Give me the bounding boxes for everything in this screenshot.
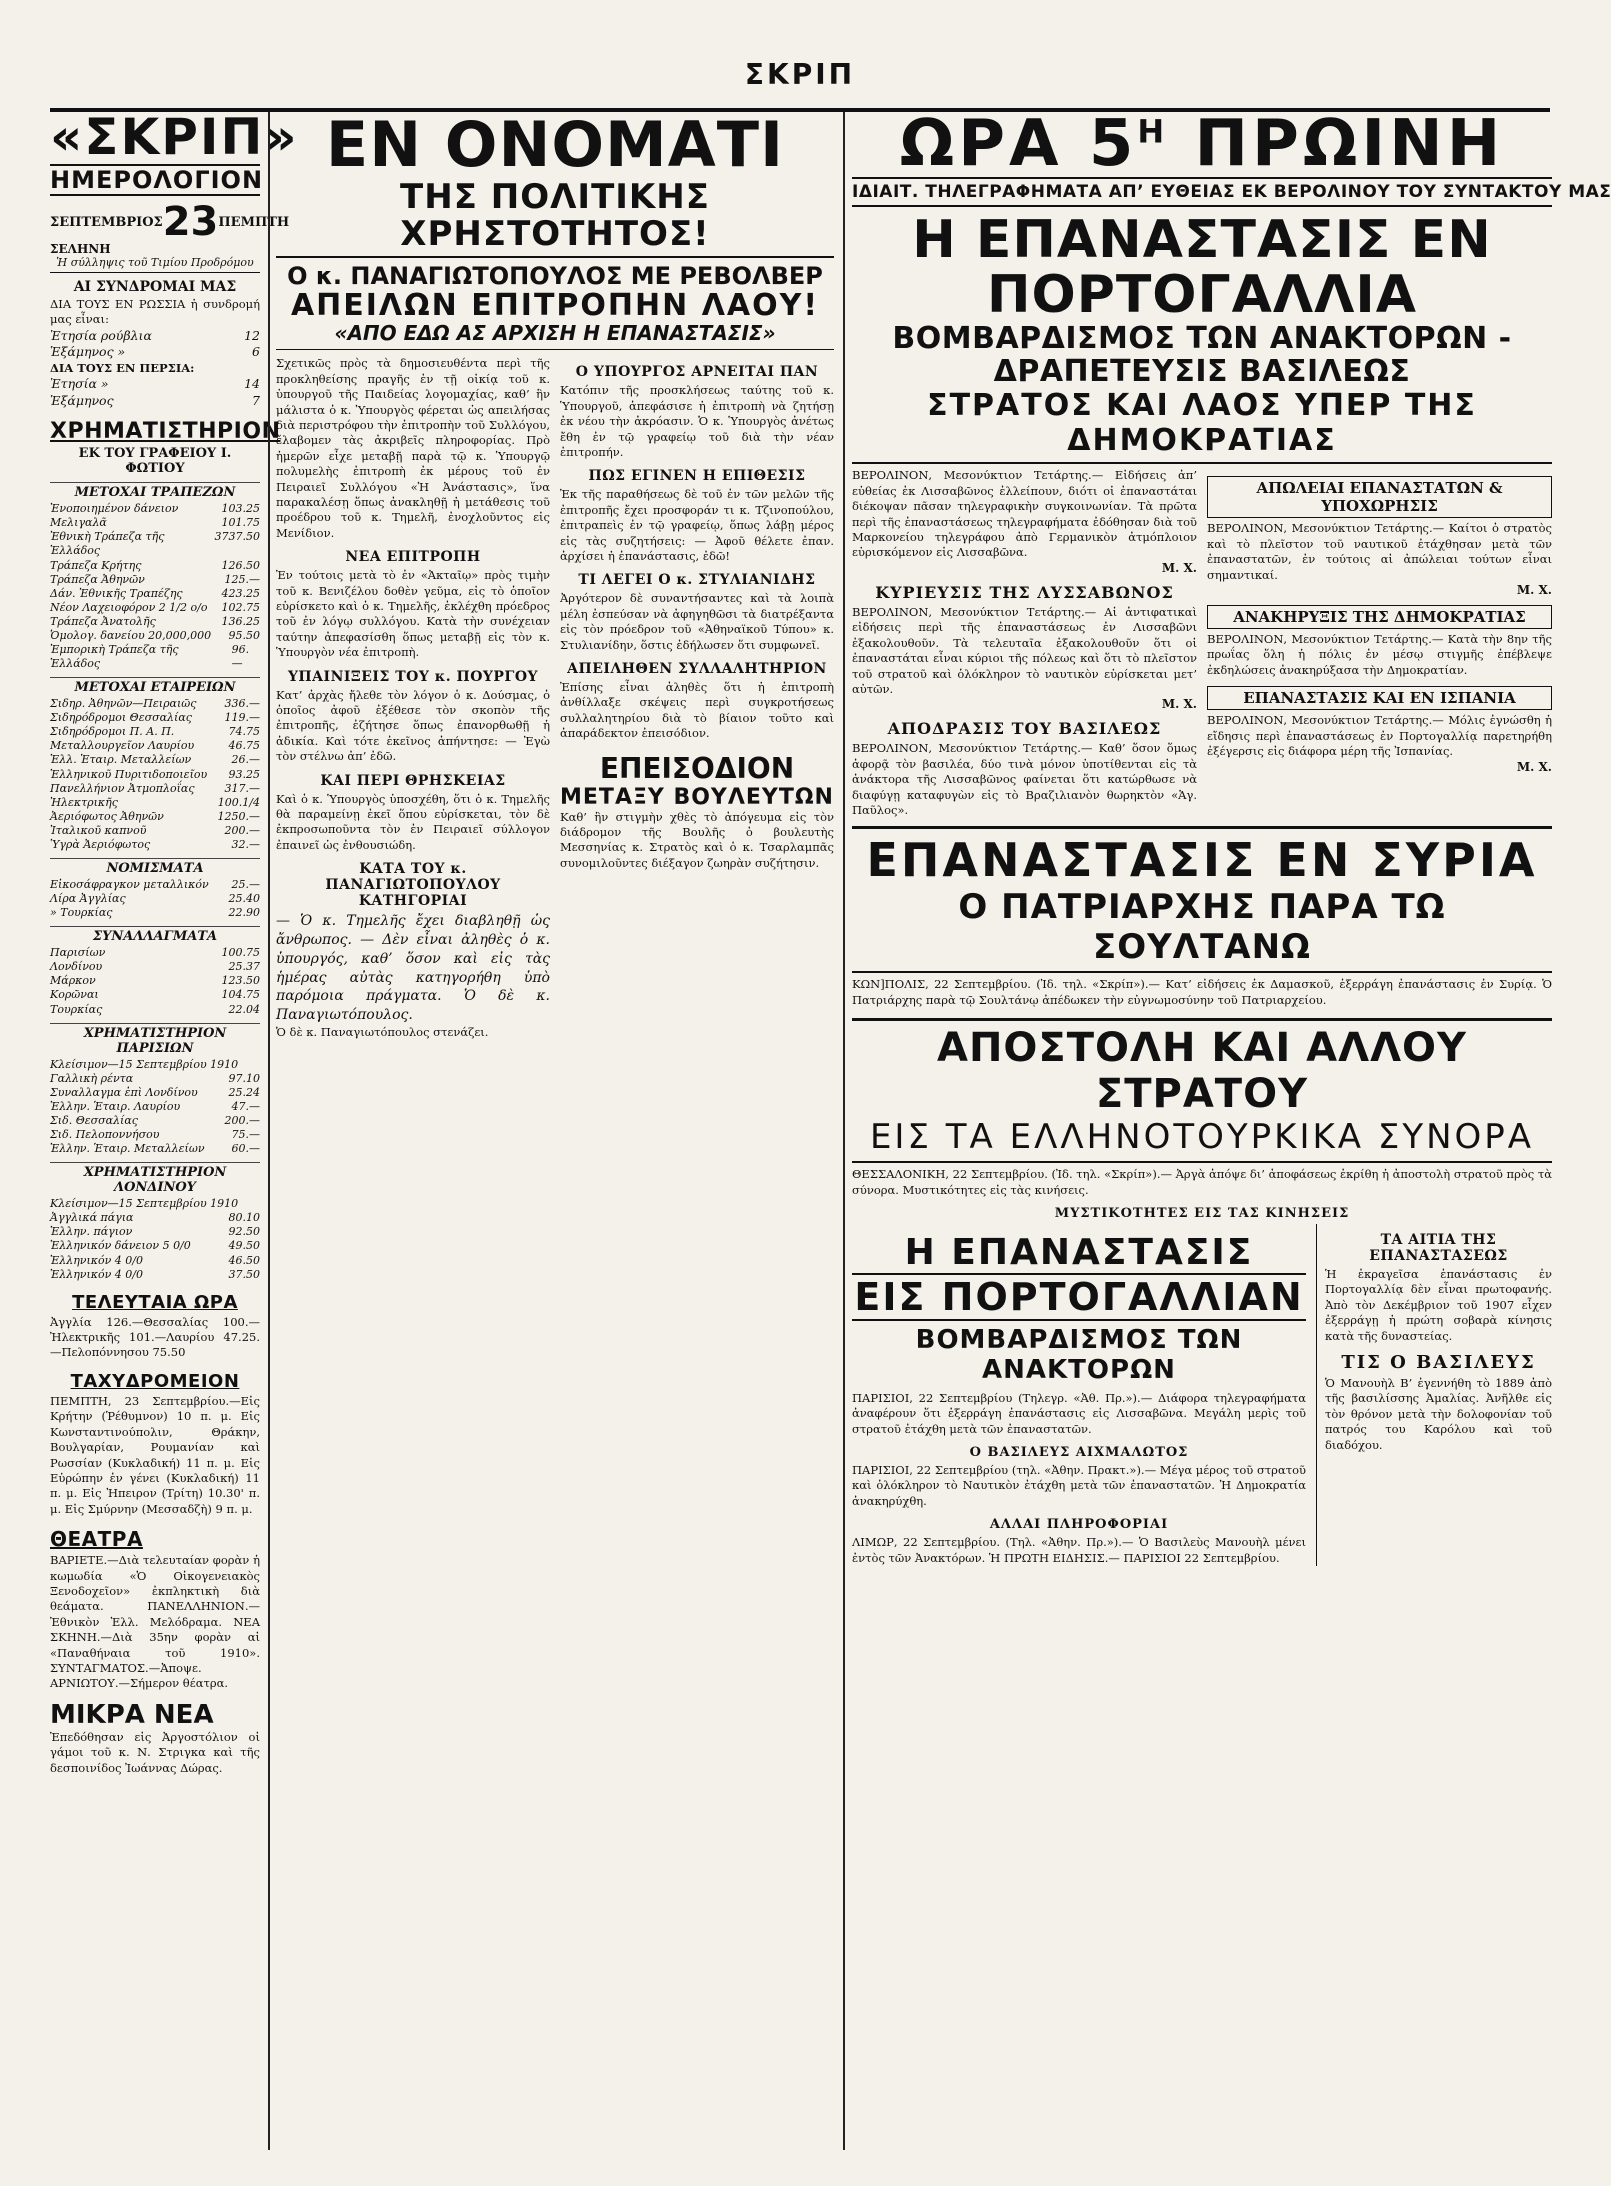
subscriptions-intro: ΔΙΑ ΤΟΥΣ ΕΝ ΡΩΣΣΙΑ ἡ συνδρομή μας εἶναι: (50, 297, 260, 327)
price-value: 46.75 (228, 739, 260, 753)
headline-line-1: ΕΝ ΟΝΟΜΑΤΙ (325, 108, 785, 181)
subscription-row: Ἑξάμηνος » 6 (50, 344, 260, 360)
price-row (50, 892, 260, 906)
price-label: Ἑλληνικοῦ Πυριτιδοποιεῖου (50, 767, 208, 781)
price-row (50, 502, 260, 516)
coins-list (50, 878, 260, 920)
price-row (50, 1086, 260, 1100)
price-row (50, 974, 260, 988)
signature: Μ. Χ. (1161, 697, 1197, 712)
price-label: Ἑλληνικόν δάνειον 5 0/0 (50, 1239, 191, 1253)
month: ΣΕΠΤΕΜΒΡΙΟΣ (50, 214, 163, 230)
theatres-title: ΘΕΑΤΡΑ (50, 1527, 143, 1552)
article-paragraph: Σχετικῶς πρὸς τὰ δημοσιευθέντα περὶ τῆς προκληθείσης πραγῆς ἐν τῇ οἰκίᾳ τοῦ κ. ὑπουργοῦ τῆς Παιδείας λογομαχίας, καθ’ ἣν μάλιστα ὁ κ. Ὑπουργὸς φέρεται ὡς απειλήσας διὰ περιστρόφου τὴν ἐπιτροπὴν τοῦ Συλλόγου, ἔλαβομεν τὰς ἀκριβεῖς πληροφορίας. Πρὸ ἡμερῶν εἶχε μεταβῇ παρὰ τῷ κ. Ὑπουργῷ πολυμελὴς ἐπιτροπὴ ἐκ μέρους τοῦ ἐν Πειραιεῖ Συλλόγου «Ἡ Ἀνάστασις», ἵνα παρακαλέσῃ ὅπως ἀνακληθῇ ἡ μετάθεσις τοῦ προέδρου τοῦ κ. Τημελῆ, ἐνοχλοῦντος εἰς Μενίδιον. (276, 356, 550, 540)
price-value: 37.50 (228, 1267, 260, 1281)
price-label: Σιδηρόδρομοι Π. Α. Π. (50, 725, 175, 739)
price-label: Μεταλλουργεῖον Λαυρίου (50, 739, 195, 753)
price-value: 126.50 (221, 558, 260, 572)
article-paragraph: — Ὁ κ. Τημελῆς ἔχει διαβληθῇ ὡς ἄνθρωπος. — Δὲν εἶναι ἀληθὲς ὁ κ. ὑπουργός, καθ’ ὅσον καὶ εἰς τὰς ἡμέρας αὐτὰς κατηγορήθη ὑπὸ παρόμοια πράγματα. Ὁ δὲ κ. Παναγιωτόπουλος. (276, 913, 550, 1023)
king-text: Ὁ Μανουὴλ Β’ ἐγεννήθη τὸ 1889 ἀπὸ τῆς βασιλίσσης Ἀμαλίας. Ἀνῆλθε εἰς τὸν θρόνον μετὰ τὴν δολοφονίαν τοῦ πατρός του Καρόλου καὶ τοῦ διαδόχου. (1325, 1376, 1552, 1452)
dispatch-subhead: ΕΠΑΝΑΣΤΑΣΙΣ ΚΑΙ ΕΝ ΙΣΠΑΝΙΑ (1207, 686, 1552, 710)
article-subhead: ΚΑΙ ΠΕΡΙ ΘΡΗΣΚΕΙΑΣ (320, 772, 506, 789)
portugal-headline: Η ΕΠΑΝΑΣΤΑΣΙΣ ΕΝ ΠΟΡΤΟΓΑΛΛΙΑ (912, 210, 1492, 325)
price-row (50, 1072, 260, 1086)
price-label: Τράπεζα Ἀνατολῆς (50, 614, 156, 628)
price-value: 125.— (224, 572, 260, 586)
dispatch-text: ΒΕΡΟΛΙΝΟΝ, Μεσονύκτιον Τετάρτης.— Εἰδήσεις ἀπ’ εὐθείας ἐκ Λισσαβῶνος ἐλλείπουν, διότι οἱ ἐπαναστάται διέκοψαν πᾶσαν τηλεγραφικὴν συγκοινωνίαν. Τὰ πρῶτα περὶ τῆς ἐπαναστάσεως τηλεγραφήματα ἐδόθησαν διὰ τοῦ Μαρκονείου τηλεγράφου ἀπὸ Γερμανικὸν ἀτμόπλοιον εὑρισκόμενον εἰς Λισσαβῶνα. (852, 468, 1197, 560)
price-row (50, 739, 260, 753)
bank-shares-list (50, 502, 260, 671)
price-label: Ἐνοποιημένον δάνειον (50, 502, 179, 516)
price-row (50, 615, 260, 629)
masthead (50, 108, 299, 196)
price-value: 100.75 (221, 946, 260, 960)
price-value: 136.25 (221, 614, 260, 628)
dispatch-subhead: ΑΛΛΑΙ ΠΛΗΡΟΦΟΡΙΑΙ (989, 1517, 1169, 1533)
price-label: Τράπεζα Ἀθηνῶν (50, 572, 145, 586)
paris-exchange-date: Κλείσιμον—15 Σεπτεμβρίου 1910 (50, 1057, 239, 1071)
article-subhead: Ο ΥΠΟΥΡΓΟΣ ΑΡΝΕΙΤΑΙ ΠΑΝ (575, 364, 819, 381)
price-label: Ἐμπορικὴ Τράπεζα τῆς Ἑλλάδος (50, 643, 179, 671)
episode-headline-1: ΕΠΕΙΣΟΔΙΟΝ (599, 751, 795, 785)
price-label: Σιδ. Πελοποννήσου (50, 1128, 160, 1142)
price-value: 103.25 (221, 502, 260, 516)
price-value: 104.75 (221, 988, 260, 1002)
article-paragraph: Κατόπιν τῆς προσκλήσεως ταύτης τοῦ κ. Ὑπουργοῦ, ἀπεφάσισε ἡ ἐπιτροπὴ νὰ ζητήσῃ ἐκ νέου τὴν ἀκρόασιν. Ὁ κ. Ὑπουργὸς ἀνέτως ἔθη ἐν τῷ γραφείῳ τοῦ διὰ τὴν νέαν ἐπιτροπήν. (560, 383, 834, 459)
article-paragraph: Ὁ δὲ κ. Παναγιωτόπουλος στενάζει. (276, 1024, 489, 1039)
price-value: 200.— (224, 823, 260, 837)
dispatch-subhead: ΑΠΩΛΕΙΑΙ ΕΠΑΝΑΣΤΑΤΩΝ & ΥΠΟΧΩΡΗΣΙΣ (1207, 476, 1552, 518)
price-value: 74.75 (228, 725, 260, 739)
price-row (50, 697, 260, 711)
price-row (50, 1268, 260, 1282)
price-label: Νέον Λαχειοφόρον 2 1/2 ο/ο (50, 600, 208, 614)
price-value: 95.50 (228, 628, 260, 642)
price-value: 3737.50 (214, 530, 260, 544)
price-row (50, 1100, 260, 1114)
last-hour-text: Ἀγγλία 126.—Θεσσαλίας 100.—Ἠλεκτρικῆς 101.—Λαυρίου 47.25.—Πελοπόννησου 75.50 (50, 1314, 260, 1360)
causes-title: ΤΑ ΑΙΤΙΑ ΤΗΣ ΕΠΑΝΑΣΤΑΣΕΩΣ (1369, 1231, 1508, 1264)
price-row (50, 946, 260, 960)
subscription-row: Ἑξάμηνος 7 (50, 392, 260, 408)
exchange-rates-title: ΣΥΝΑΛΛΑΓΜΑΤΑ (50, 926, 260, 944)
article-paragraph: Ἀργότερον δὲ συναντήσαντες καὶ τὰ λοιπὰ μέλη ἐσπεύσαν νὰ ἀφηγηθῶσι τὰ διατρέξαντα εἰς τὸν πρόεδρον τοῦ «Ἀθηναϊκοῦ Τύπου» κ. Στυλιανίδην, ὅστις ἐδήλωσεν ὅτι συμφωνεῖ. (560, 591, 834, 652)
price-row (50, 643, 260, 671)
price-value: 75.— (231, 1128, 260, 1142)
price-value: 25.37 (228, 960, 260, 974)
article-paragraph: Ἐν τούτοις μετὰ τὸ ἐν «Ἀκταῖῳ» πρὸς τιμὴν τοῦ κ. Βενιζέλου δοθὲν γεῦμα, εἰς τὸ ὁποῖον εὑρίσκετο καὶ ὁ κ. Τημελῆς, ἐκλέχθη πρόεδρος τοῦ ἐν λόγῳ συλλόγου. Κατὰ τὴν συνέχειαν ταύτην ἀπεφασίσθη ὅπως μεταβῇ εἰς τὸν κ. Ὑπουργὸν νέα ἐπιτροπὴ. (276, 568, 550, 660)
article-subhead: ΤΙ ΛΕΓΕΙ Ο κ. ΣΤΥΛΙΑΝΙΔΗΣ (578, 572, 816, 589)
price-label: Σιδ. Θεσσαλίας (50, 1113, 138, 1127)
price-label: Μάρκον (50, 974, 96, 988)
price-label: Ἑλλ. Ἑταιρ. Μεταλλείων (50, 753, 192, 767)
price-row (50, 782, 260, 796)
price-value: 80.10 (228, 1211, 260, 1225)
price-value: 96.— (231, 643, 250, 671)
troops-headline: ΑΠΟΣΤΟΛΗ ΚΑΙ ΑΛΛΟΥ ΣΤΡΑΤΟΥ (852, 1018, 1552, 1117)
patriarch-headline: Ο ΠΑΤΡΙΑΡΧΗΣ ΠΑΡΑ ΤΩ ΣΟΥΛΤΑΝΩ (852, 887, 1552, 973)
day-number: 23 (162, 199, 219, 245)
london-exchange-title: ΧΡΗΜΑΤΙΣΤΗΡΙΟΝ ΛΟΝΔΙΝΟΥ (50, 1162, 260, 1195)
price-label: Παρισίων (50, 946, 106, 960)
price-row (50, 1239, 260, 1253)
price-label: Μελιγαλᾶ (50, 516, 107, 530)
article-subhead: ΑΠΕΙΛΗΘΕΝ ΣΥΛΛΑΛΗΤΗΡΙΟΝ (567, 660, 827, 677)
king-title: ΤΙΣ Ο ΒΑΣΙΛΕΥΣ (1341, 1352, 1536, 1374)
dispatch-subhead: ΑΝΑΚΗΡΥΞΙΣ ΤΗΣ ΔΗΜΟΚΡΑΤΙΑΣ (1207, 605, 1552, 629)
column-divider (268, 112, 270, 2150)
price-value: 101.75 (221, 516, 260, 530)
revolution-headline-2: ΕΙΣ ΠΟΡΤΟΓΑΛΛΙΑΝ (852, 1273, 1306, 1321)
stock-exchange-title: ΧΡΗΜΑΤΙΣΤΗΡΙΟΝ (50, 419, 281, 445)
theatres-text: ΒΑΡΙΕΤΕ.—Διὰ τελευταίαν φορὰν ἡ κωμωδία «Ὁ Οἰκογενειακὸς Ξενοδοχεῖον» ἐκπληκτικὴ διὰ θεάματα. ΠΑΝΕΛΛΗΝΙΟΝ.—Ἐθνικὸν Ἑλλ. Μελόδραμα. ΝΕΑ ΣΚΗΝΗ.—Διὰ 35ην φορὰν αἱ «Παναθήναια τοῦ 1910». ΣΥΝΤΑΓΜΑΤΟΣ.—Ἀποψε. ΑΡΝΙΩΤΟΥ.—Σήμερον θέατρα. (50, 1553, 260, 1691)
subscriptions-title: ΑΙ ΣΥΝΔΡΟΜΑΙ ΜΑΣ (73, 279, 237, 295)
price-label: Δάν. Ἐθνικῆς Τραπέζης (50, 586, 183, 600)
price-row (50, 810, 260, 824)
post-office-text: ΠΕΜΠΤΗ, 23 Σεπτεμβρίου.—Εἰς Κρήτην (Ῥέθυμνον) 10 π. μ. Εἰς Κωνσταντινούπολιν, Θράκην, Βουλγαρίαν, Ρουμανίαν καὶ Ρωσσίαν (Κυκλαδική) 11 π. μ. Εἰς Εὐρώπην ἐν γένει (Κυκλαδική) 11 π. μ. Εἰς Ἠπειρον (Τρίτη) 10.30' π. μ. Εἰς Σμύρνην (Μεσσαδζὴ) 9 π. μ. (50, 1393, 260, 1516)
price-row (50, 824, 260, 838)
paris-exchange-list (50, 1072, 260, 1156)
price-label: Ἑλληνικόν 4 0/0 (50, 1267, 144, 1281)
dispatch-text: ΒΕΡΟΛΙΝΟΝ, Μεσονύκτιον Τετάρτης.— Αἱ ἀντιφατικαὶ εἰδήσεις περὶ τῆς ἐπαναστάσεως ἐν Λισσαβῶνι ἐξακολουθοῦν. Τὰ τελευταῖα ἐξακολουθοῦν ὅτι οἱ ἐπαναστάται εἶναι κύριοι τῆς πόλεως καὶ ὅτι τὸ πλεῖστον τοῦ στρατοῦ καὶ ὁλόκληρον τὸ ναυτικὸν εὑρίσκεται μετ’ αὐτῶν. (852, 604, 1197, 696)
article-paragraph: Κατ’ ἀρχὰς ἤλεθε τὸν λόγον ὁ κ. Δούσμας, ὁ ὁποῖος ἀφοῦ ἐξέθεσε τὸν σκοπὸν τῆς ἐπιτροπῆς, ἐζήτησε ὅπως ἐπανορθωθῇ ἡ ἀδικία. Καὶ τότε ἐκεῖνος ἀπήντησε: — Ἐγὼ τὸν στέλνω ἀπ’ ἐδῶ. (276, 687, 550, 764)
price-row (50, 516, 260, 530)
price-label: Ἑλλην. πάγιον (50, 1225, 133, 1239)
price-value: 32.— (231, 837, 260, 851)
right-column (852, 107, 1611, 2150)
price-value: 317.— (224, 781, 260, 795)
price-value: 423.25 (221, 586, 260, 600)
dispatch-text: ΒΕΡΟΛΙΝΟΝ, Μεσονύκτιον Τετάρτης.— Καθ’ ὅσον ὅμως ἀφορᾷ τὸν βασιλέα, δύο τινὰ μόνον ὑποτίθενται εἰς τὰ ἀνάκτορα τῆς Λισσαβῶνος φαίνεται ὅτι κατώρθωσε νὰ διαφύγῃ καταφυγὼν εἰς τὸ Βραζιλιανὸν θωρηκτὸν «Ἁγ. Παῦλος». (852, 741, 1197, 817)
price-row (50, 1254, 260, 1268)
london-exchange-list (50, 1211, 260, 1281)
causes-text: Ἡ ἐκραγεῖσα ἐπανάστασις ἐν Πορτογαλλίᾳ δὲν εἶναι πρωτοφανής. Ἀπὸ τὸν Δεκέμβριον τοῦ 1907 εἶχεν ἐξερράγῃ ἡ πρώτη σοβαρὰ κίνησις κατὰ τῆς δυναστείας. (1325, 1266, 1552, 1343)
price-label: Ὑγρὰ Ἀεριόφωτος (50, 837, 151, 851)
price-label: Ἰταλικοῦ καπνοῦ (50, 823, 147, 837)
syria-dispatch: ΚΩΝ]ΠΟΛΙΣ, 22 Σεπτεμβρίου. (Ἰδ. τηλ. «Σκρίπ»).— Κατ’ εἰδήσεις ἐκ Δαμασκοῦ, ἐξερράγη ἐπανάστασις ἐν Συρίᾳ. Ὁ Πατριάρχης παρὰ τῷ Σουλτάνῳ ἀπέδωκεν τὴν εὐγνωμοσύνην τοῦ Πατριαρχείου. (852, 977, 1552, 1007)
price-label: Γαλλικὴ ρέντα (50, 1071, 134, 1085)
price-row (50, 1003, 260, 1017)
price-label: Λονδίνου (50, 960, 103, 974)
left-column (50, 108, 299, 2150)
london-exchange-date: Κλείσιμον—15 Σεπτεμβρίου 1910 (50, 1197, 239, 1211)
syria-headline: ΕΠΑΝΑΣΤΑΣΙΣ ΕΝ ΣΥΡΙΑ (852, 826, 1552, 887)
price-row (50, 1114, 260, 1128)
price-label: Συναλλαγμα ἐπὶ Λονδίνου (50, 1085, 198, 1099)
price-row (50, 1142, 260, 1156)
lead-headline (276, 108, 834, 350)
price-value: 102.75 (221, 600, 260, 614)
price-value: 22.90 (228, 906, 260, 920)
price-label: Τουρκίας (50, 1002, 103, 1016)
coins-title: ΝΟΜΙΣΜΑΤΑ (50, 858, 260, 876)
price-label: Ἀγγλικά πάγια (50, 1211, 134, 1225)
price-label: Ἑλλην. Ἑταιρ. Μεταλλείων (50, 1142, 205, 1156)
exchange-rates-list (50, 946, 260, 1016)
price-value: 200.— (224, 1113, 260, 1127)
price-value: 100.1/4 (217, 795, 260, 809)
price-row (50, 988, 260, 1002)
headline-quote: «ΑΠΟ ΕΔΩ ΑΣ ΑΡΧΙΣΗ Η ΕΠΑΝΑΣΤΑΣΙΣ» (276, 323, 834, 351)
price-row (50, 1225, 260, 1239)
subscriptions-persia: ΔΙΑ ΤΟΥΣ ΕΝ ΠΕΡΣΙΑ: (50, 360, 195, 375)
article-paragraph: Ἐκ τῆς παραθήσεως δὲ τοῦ ἐν τῶν μελῶν τῆς ἐπιτροπῆς ἔχει προσφοράν τι κ. Τζινοπούλου, ἐπιτραπεὶς ἐν τῷ γραφείῳ, ὅπως λάβῃ μέρος εἰς τὰς συζητήσεις: — Ἀφοῦ θέλετε ἐπαν. ἀρχίσει ἡ ἐπανάστασις, ἐδῶ! (560, 487, 834, 563)
price-row (50, 559, 260, 573)
price-value: 123.50 (221, 974, 260, 988)
price-row (50, 960, 260, 974)
price-row (50, 906, 260, 920)
bombardment-headline-2: ΒΟΜΒΑΡΔΙΣΜΟΣ ΤΩΝ ΑΝΑΚΤΟΡΩΝ (915, 1324, 1243, 1385)
dispatch-subhead: ΑΠΟΔΡΑΣΙΣ ΤΟΥ ΒΑΣΙΛΕΩΣ (887, 719, 1162, 739)
price-value: 119.— (224, 711, 260, 725)
price-label: Κορῶναι (50, 988, 99, 1002)
moon-label: ΣΕΛΗΝΗ (50, 242, 111, 256)
telegram-banner: ΙΔΙΑΙΤ. ΤΗΛΕΓΡΑΦΗΜΑΤΑ ΑΠ’ ΕΥΘΕΙΑΣ ΕΚ ΒΕΡΟΛΙΝΟΥ ΤΟΥ ΣΥΝΤΑΚΤΟΥ ΜΑΣ (852, 177, 1552, 207)
feast-day: Ἡ σύλληψις τοῦ Τιμίου Προδρόμου (50, 256, 260, 273)
bombardment-headline: ΒΟΜΒΑΡΔΙΣΜΟΣ ΤΩΝ ΑΝΑΚΤΟΡΩΝ - ΔΡΑΠΕΤΕΥΣΙΣ ΒΑΣΙΛΕΩΣ (892, 321, 1512, 390)
price-row (50, 768, 260, 782)
price-value: 25.24 (228, 1085, 260, 1099)
price-label: Ἐθνικὴ Τράπεζα τῆς Ἑλλάδος (50, 530, 165, 558)
subscription-row: Ἐτησία » 14 (50, 376, 260, 392)
price-value: 1250.— (217, 809, 260, 823)
paris-dispatch: ΛΙΜΩΡ, 22 Σεπτεμβρίου. (Τηλ. «Ἀθην. Πρ.»).— Ὁ Βασιλεὺς Μανουὴλ μένει ἐντὸς τῶν Ἀνακτόρων. Ἡ ΠΡΩΤΗ ΕΙΔΗΣΙΣ.— ΠΑΡΙΣΙΟΙ 22 Σεπτεμβρίου. (852, 1535, 1306, 1565)
price-label: Τράπεζα Κρήτης (50, 558, 142, 572)
portugal-second-block (852, 1224, 1552, 1566)
price-label: Πανελλήνιον Ἀτμοπλοΐας (50, 781, 195, 795)
price-value: 49.50 (228, 1239, 260, 1253)
bank-shares-title: ΜΕΤΟΧΑΙ ΤΡΑΠΕΖΩΝ (50, 482, 260, 500)
thessaloniki-dispatch: ΘΕΣΣΑΛΟΝΙΚΗ, 22 Σεπτεμβρίου. (Ἰδ. τηλ. «Σκρίπ»).— Ἀργὰ ἀπόψε δι’ ἀποφάσεως ἐκρίθη ἡ ἀποστολὴ στρατοῦ πρὸς τὰ σύνορα. Μυστικότητες εἰς τὰς κινήσεις. (852, 1167, 1552, 1197)
price-row (50, 629, 260, 643)
headline-line-3: Ο κ. ΠΑΝΑΓΙΩΤΟΠΟΥΛΟΣ ΜΕ ΡΕΒΟΛΒΕΡ (287, 262, 823, 291)
company-shares-title: ΜΕΤΟΧΑΙ ΕΤΑΙΡΕΙΩΝ (50, 677, 260, 695)
price-row (50, 1128, 260, 1142)
price-value: 92.50 (228, 1225, 260, 1239)
price-value: 25.40 (228, 892, 260, 906)
headline-line-4: ΑΠΕΙΛΩΝ ΕΠΙΤΡΟΠΗΝ ΛΑΟΥ! (290, 288, 820, 324)
price-label: Ὁμολογ. δανείου 20,000,000 (50, 628, 212, 642)
price-row (50, 796, 260, 810)
signature: Μ. Χ. (1161, 560, 1197, 575)
price-label: » Τουρκίας (50, 906, 113, 920)
price-row (50, 573, 260, 587)
revolution-headline: Η ΕΠΑΝΑΣΤΑΣΙΣ (904, 1231, 1254, 1273)
price-label: Λίρα Ἀγγλίας (50, 892, 126, 906)
price-label: Ἠλεκτρικῆς (50, 795, 118, 809)
price-value: 60.— (231, 1142, 260, 1156)
price-label: Σιδηρόδρομοι Θεσσαλίας (50, 711, 192, 725)
column-divider (843, 112, 845, 2150)
signature: Μ. Χ. (1516, 583, 1552, 598)
masthead-title: «ΣΚΡΙΠ» (50, 108, 299, 166)
price-row (50, 601, 260, 615)
small-news-text: Ἐπεδόθησαν εἰς Ἀργοστόλιον οἱ γάμοι τοῦ κ. Ν. Στριγκα καὶ τῆς δεσποινίδος Ἰωάννας Δώρας. (50, 1729, 260, 1775)
last-hour-title: ΤΕΛΕΥΤΑΙΑ ΩΡΑ (72, 1291, 238, 1313)
price-row (50, 878, 260, 892)
price-value: 25.— (231, 878, 260, 892)
price-label: Σιδηρ. Ἀθηνῶν—Πειραιῶς (50, 697, 197, 711)
stock-exchange-source: ΕΚ ΤΟΥ ΓΡΑΦΕΙΟΥ Ι. ΦΩΤΙΟΥ (78, 446, 232, 477)
paris-dispatch: ΠΑΡΙΣΙΟΙ, 22 Σεπτεμβρίου (τηλ. «Ἀθην. Πρακτ.»).— Μέγα μέρος τοῦ στρατοῦ καὶ ὁλόκληρον τὸ Ναυτικὸν ἐτάχθη μετὰ τῶν ἐπαναστατῶν. Ἡ Δημοκρατία ἀνακηρύχθη. (852, 1463, 1306, 1508)
army-headline: ΣΤΡΑΤΟΣ ΚΑΙ ΛΑΟΣ ΥΠΕΡ ΤΗΣ ΔΗΜΟΚΡΑΤΙΑΣ (852, 388, 1552, 464)
article-body (276, 356, 834, 1040)
paris-exchange-title: ΧΡΗΜΑΤΙΣΤΗΡΙΟΝ ΠΑΡΙΣΙΩΝ (50, 1023, 260, 1056)
article-paragraph: Καθ’ ἣν στιγμὴν χθὲς τὸ ἀπόγευμα εἰς τὸν διάδρομον τῆς Βουλῆς ὁ βουλευτὴς Μεσσηνίας κ. Στρατὸς καὶ ὁ κ. Τσαρλαμπᾶς συνομιλοῦντες διέξαγον ζωηρὰν συζήτησιν. (560, 809, 834, 870)
price-value: 26.— (231, 753, 260, 767)
price-value: 93.25 (228, 767, 260, 781)
post-office-title: ΤΑΧΥΔΡΟΜΕΙΟΝ (70, 1370, 240, 1392)
price-row (50, 1211, 260, 1225)
price-label: Ἑλλην. Ἑταιρ. Λαυρίου (50, 1099, 181, 1113)
signature: Μ. Χ. (1516, 759, 1552, 774)
dispatch-subhead: ΚΥΡΙΕΥΣΙΣ ΤΗΣ ΛΥΣΣΑΒΩΝΟΣ (875, 582, 1174, 602)
price-value: 97.10 (228, 1071, 260, 1085)
border-headline: ΕΙΣ ΤΑ ΕΛΛΗΝΟΤΟΥΡΚΙΚΑ ΣΥΝΟΡΑ (852, 1117, 1552, 1163)
episode-headline-2: ΜΕΤΑΞΥ ΒΟΥΛΕΥΤΩΝ (560, 784, 834, 810)
article-subhead: ΥΠΑΙΝΙΞΕΙΣ ΤΟΥ κ. ΠΟΥΡΓΟΥ (287, 668, 539, 685)
article-subhead: ΠΩΣ ΕΓΙΝΕΝ Η ΕΠΙΘΕΣΙΣ (588, 468, 806, 485)
price-label: Εἰκοσάφραγκον μεταλλικόν (50, 878, 209, 892)
article-subhead: ΚΑΤΑ ΤΟΥ κ. ΠΑΝΑΓΙΩΤΟΠΟΥΛΟΥ ΚΑΤΗΓΟΡΙΑΙ (325, 861, 501, 910)
price-row (50, 587, 260, 601)
price-value: 46.50 (228, 1253, 260, 1267)
price-row (50, 838, 260, 852)
company-shares-list (50, 697, 260, 852)
dateline (50, 199, 290, 245)
headline-line-2: ΤΗΣ ΠΟΛΙΤΙΚΗΣ ΧΡΗΣΤΟΤΗΤΟΣ! (276, 179, 834, 258)
middle-column (276, 108, 834, 2150)
article-subhead: ΝΕΑ ΕΠΙΤΡΟΠΗ (345, 549, 481, 566)
small-news-title: ΜΙΚΡΑ ΝΕΑ (50, 1699, 214, 1730)
price-value: 336.— (224, 697, 260, 711)
price-value: 47.— (231, 1099, 260, 1113)
paris-dispatch: ΠΑΡΙΣΙΟΙ, 22 Σεπτεμβρίου (Τηλεγρ. «Ἀθ. Πρ.»).— Διάφορα τηλεγραφήματα ἀναφέρουν ὅτι ἐξερράγη ἐπανάστασις εἰς Λισσαβῶνα. Μεγάλη μερὶς τοῦ στρατοῦ ἐτάχθη μετὰ τῶν ἐπαναστατῶν. (852, 1390, 1306, 1436)
dispatch-subhead: Ο ΒΑΣΙΛΕΥΣ ΑΙΧΜΑΛΩΤΟΣ (969, 1445, 1189, 1461)
article-paragraph: Καὶ ὁ κ. Ὑπουργὸς ὑποσχέθη, ὅτι ὁ κ. Τημελῆς θὰ παραμείνῃ ἐκεῖ ὅπου εὑρίσκεται, τὸν δὲ ἐκπροσωποῦντα τὸν ἐν Πειραιεῖ σύλλογον ἐπαινεῖ ὡς ἐνθουσιώδη. (276, 791, 550, 852)
price-row (50, 530, 260, 558)
dispatch-text: ΒΕΡΟΛΙΝΟΝ, Μεσονύκτιον Τετάρτης.— Κατὰ τὴν 8ην τῆς πρωΐας ὅλη ἡ πόλις ἐν μέσῳ στιγμῆς ἐπέβλεψε ἐκδηλώσεις ἀνακηρύξασα τὴν Δημοκρατίαν. (1207, 632, 1552, 677)
price-row (50, 711, 260, 725)
dispatch-text: ΒΕΡΟΛΙΝΟΝ, Μεσονύκτιον Τετάρτης.— Καίτοι ὁ στρατὸς καὶ τὸ πλεῖστον τοῦ ναυτικοῦ ἐτάχθησαν μετὰ τῶν ἐπαναστατῶν, ἐν τούτοις αἱ ἀπώλειαι τούτων εἶναι σημαντικαί. (1207, 521, 1552, 582)
price-label: Ἑλληνικόν 4 0/0 (50, 1253, 144, 1267)
dispatch-text: ΒΕΡΟΛΙΝΟΝ, Μεσονύκτιον Τετάρτης.— Μόλις ἐγνώσθη ἡ εἴδησις περὶ ἐπαναστάσεως ἐν Πορτογαλλίᾳ παρετηρήθη ἐξέγερσις εἰς διάφορα μέρη τῆς Ἰσπανίας. (1207, 713, 1552, 759)
price-value: 22.04 (228, 1002, 260, 1016)
article-paragraph: Ἐπίσης εἶναι ἀληθὲς ὅτι ἡ ἐπιτροπὴ ἀνθίλλαξε σκέψεις περὶ συγκροτήσεως συλλαλητηρίου διὰ τὸ βίαιον τοῦτο καὶ ἀπαράδεκτον ἐπεισόδιον. (560, 679, 834, 741)
running-head: ΣΚΡΙΠ (744, 58, 856, 91)
weekday: ΠΕΜΠΤΗ (218, 214, 290, 230)
portugal-dispatches (852, 468, 1552, 818)
price-row (50, 753, 260, 767)
dispatch-subhead: ΜΥΣΤΙΚΟΤΗΤΕΣ ΕΙΣ ΤΑΣ ΚΙΝΗΣΕΙΣ (1054, 1205, 1350, 1221)
ora-headline: ΩΡΑ $5^H$ ΠΡΩΙΝΗ (899, 107, 1505, 181)
price-label: Ἀεριόφωτος Ἀθηνῶν (50, 809, 164, 823)
subscription-row: Ἐτησία ρούβλια 12 (50, 327, 260, 343)
masthead-subtitle: ΗΜΕΡΟΛΟΓΙΟΝ (50, 166, 264, 194)
price-row (50, 725, 260, 739)
